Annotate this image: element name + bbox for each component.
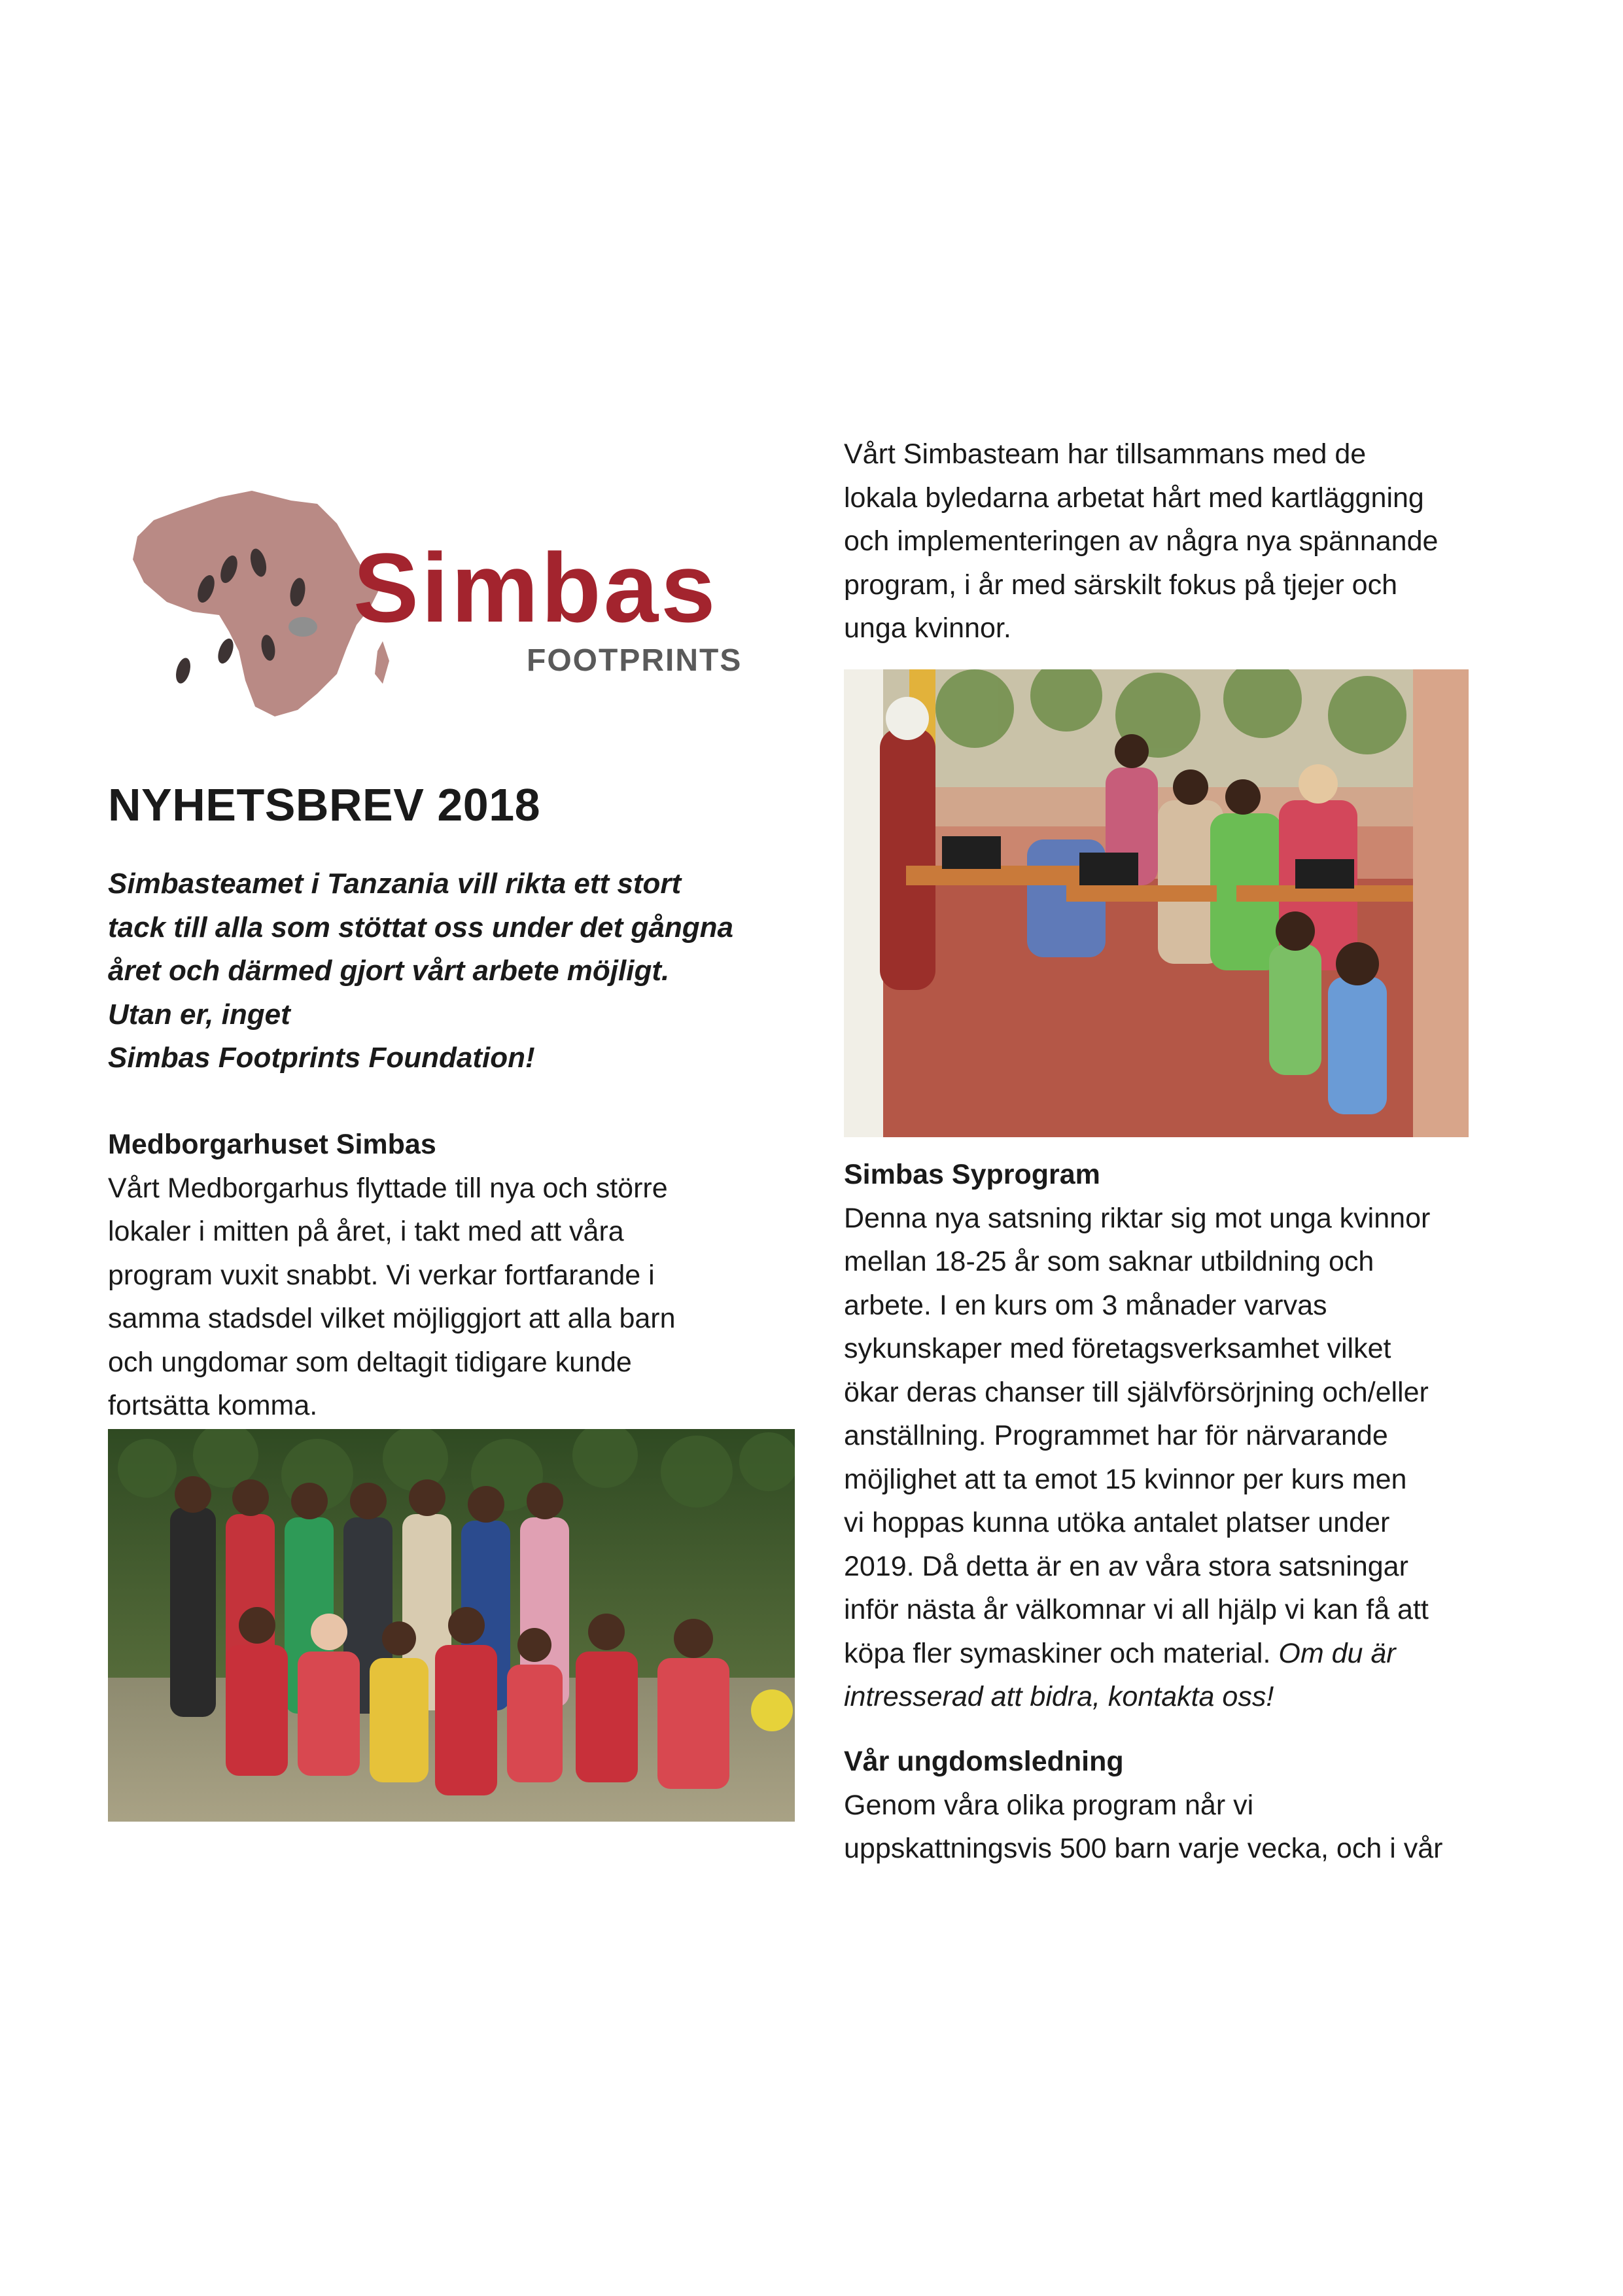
- paragraph-line: vi hoppas kunna utöka antalet platser under: [844, 1507, 1390, 1538]
- paragraph-line: ökar deras chanser till självförsörjning och/eller: [844, 1376, 1429, 1408]
- intro-line: Simbas Footprints Foundation!: [108, 1042, 535, 1074]
- right-intro: [844, 433, 1438, 650]
- paragraph-line: Vårt Simbasteam har tillsammans med de: [844, 438, 1367, 470]
- paragraph-line: samma stadsdel vilket möjliggjort att alla barn: [108, 1303, 676, 1334]
- section-medborgarhuset: [108, 1123, 676, 1428]
- paragraph-line: fortsätta komma.: [108, 1390, 318, 1421]
- intro-text: [108, 862, 733, 1080]
- paragraph-line: och ungdomar som deltagit tidigare kunde: [108, 1346, 632, 1378]
- africa-map-icon: [133, 491, 389, 716]
- section-syprogram: [844, 1153, 1430, 1719]
- paragraph-line: Genom våra olika program når vi: [844, 1789, 1254, 1821]
- paragraph-line: och implementeringen av några nya spännande: [844, 525, 1439, 557]
- contact-callout-line: [844, 1675, 1430, 1719]
- logo-subtitle: FOOTPRINTS: [527, 643, 742, 678]
- section-heading: Medborgarhuset Simbas: [108, 1129, 436, 1160]
- paragraph-line: Denna nya satsning riktar sig mot unga kvinnor: [844, 1202, 1431, 1234]
- page-title: NYHETSBREV 2018: [108, 779, 541, 830]
- paragraph-line: möjlighet att ta emot 15 kvinnor per kurs men: [844, 1463, 1407, 1495]
- group-photo: [108, 1429, 795, 1822]
- paragraph-line: program vuxit snabbt. Vi verkar fortfarande i: [108, 1259, 655, 1291]
- simbas-footprints-logo: [121, 484, 769, 726]
- intro-line: året och därmed gjort vårt arbete möjligt.: [108, 955, 670, 987]
- paragraph-line: sykunskaper med företagsverksamhet vilket: [844, 1333, 1391, 1364]
- paragraph-line: lokaler i mitten på året, i takt med att våra: [108, 1216, 624, 1247]
- paragraph-line: 2019. Då detta är en av våra stora satsningar: [844, 1550, 1408, 1582]
- paragraph-line: Vårt Medborgarhus flyttade till nya och större: [108, 1172, 668, 1204]
- paragraph-line: mellan 18-25 år som saknar utbildning och: [844, 1246, 1374, 1277]
- logo-wordmark: Simbas: [353, 533, 718, 643]
- paragraph-text: köpa fler symaskiner och material.: [844, 1637, 1271, 1669]
- paragraph-line: lokala byledarna arbetat hårt med kartläggning: [844, 482, 1424, 514]
- paragraph-line: uppskattningsvis 500 barn varje vecka, och i vår: [844, 1833, 1443, 1864]
- paragraph-line: inför nästa år välkomnar vi all hjälp vi kan få att: [844, 1594, 1429, 1625]
- section-heading: Vår ungdomsledning: [844, 1746, 1124, 1777]
- intro-line: tack till alla som stöttat oss under det gångna: [108, 911, 733, 944]
- intro-line: Utan er, inget: [108, 998, 290, 1031]
- logo: [121, 484, 769, 726]
- paragraph-line: unga kvinnor.: [844, 612, 1011, 644]
- paragraph-line-with-italic: [844, 1632, 1430, 1676]
- intro-line: Simbasteamet i Tanzania vill rikta ett stort: [108, 868, 682, 900]
- contact-callout: Om du är: [1278, 1637, 1396, 1669]
- paragraph-line: arbete. I en kurs om 3 månader varvas: [844, 1289, 1327, 1321]
- section-ungdomsledning: [844, 1740, 1442, 1871]
- paragraph-line: anställning. Programmet har för närvarande: [844, 1420, 1388, 1451]
- contact-callout: intresserad att bidra, kontakta oss!: [844, 1681, 1274, 1712]
- sewing-photo: [844, 669, 1469, 1137]
- paragraph-line: program, i år med särskilt fokus på tjejer och: [844, 569, 1397, 601]
- section-heading: Simbas Syprogram: [844, 1159, 1100, 1190]
